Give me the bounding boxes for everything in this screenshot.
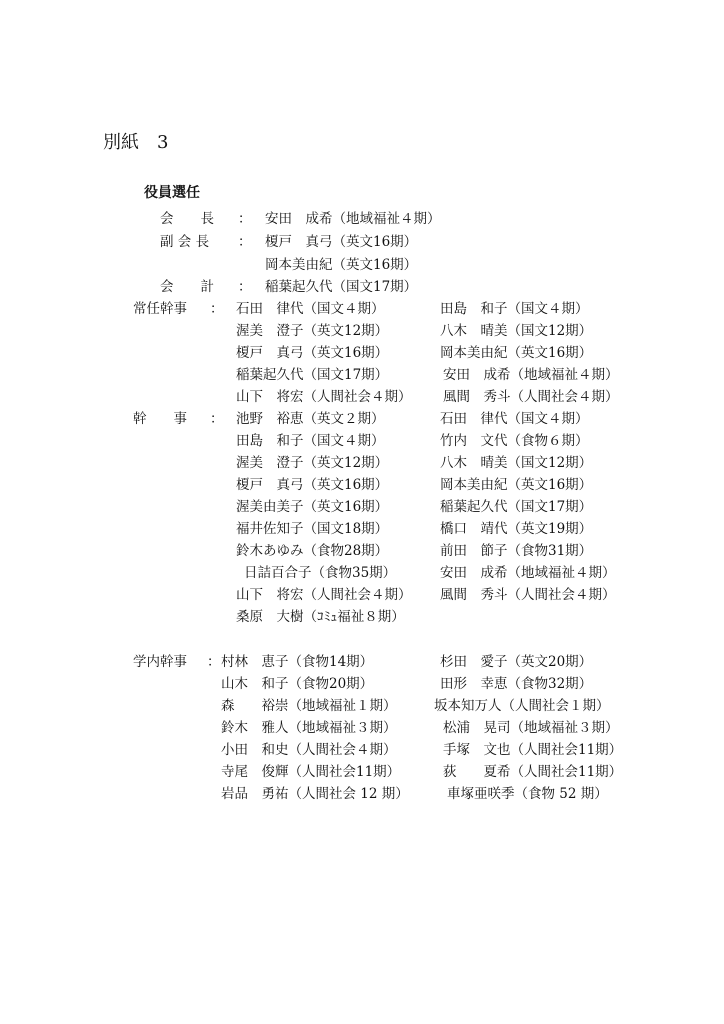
role-colon: ： (210, 301, 224, 317)
role-colon: ： (238, 279, 252, 295)
member-name: 杉田 愛子（英文20期） (440, 654, 593, 670)
member-name: 松浦 晃司（地域福祉３期） (443, 720, 619, 736)
member-name: 安田 成希（地域福祉４期） (443, 367, 619, 383)
role-label: 幹 事 (133, 411, 187, 427)
attachment-label: 別紙 3 (103, 132, 169, 153)
member-name: 桑原 大樹（ｺﾐｭ福祉８期） (236, 609, 405, 625)
member-name: 池野 裕恵（英文２期） (236, 411, 385, 427)
member-name: 風間 秀斗（人間社会４期） (440, 587, 616, 603)
member-name: 岩品 勇祐（人間社会 12 期） (221, 786, 409, 802)
member-name: 小田 和史（人間社会４期） (221, 742, 397, 758)
member-name: 荻 夏希（人間社会11期） (443, 764, 623, 780)
member-name: 村林 恵子（食物14期） (221, 654, 374, 670)
member-name: 森 裕崇（地域福祉１期） (221, 698, 397, 714)
member-name: 坂本知万人（人間社会１期） (434, 698, 610, 714)
section-heading: 役員選任 (144, 185, 200, 201)
member-name: 車塚亜咲季（食物 52 期） (447, 786, 608, 802)
member-name: 福井佐知子（国文18期） (236, 521, 389, 537)
officer-name: 岡本美由紀（英文16期） (265, 257, 418, 273)
member-name: 岡本美由紀（英文16期） (440, 345, 593, 361)
member-name: 寺尾 俊輝（人間社会11期） (221, 764, 401, 780)
member-name: 竹内 文代（食物６期） (440, 433, 589, 449)
member-name: 山木 和子（食物20期） (221, 676, 374, 692)
role-label: 常任幹事 (133, 301, 187, 317)
officer-name: 稲葉起久代（国文17期） (265, 279, 418, 295)
member-name: 稲葉起久代（国文17期） (440, 499, 593, 515)
member-name: 八木 晴美（国文12期） (440, 455, 593, 471)
member-name: 鈴木あゆみ（食物28期） (236, 543, 389, 559)
member-name: 山下 将宏（人間社会４期） (236, 389, 412, 405)
member-name: 日詰百合子（食物35期） (244, 565, 397, 581)
member-name: 八木 晴美（国文12期） (440, 323, 593, 339)
member-name: 橋口 靖代（英文19期） (440, 521, 593, 537)
officer-name: 榎戸 真弓（英文16期） (265, 234, 418, 250)
member-name: 渥美由美子（英文16期） (236, 499, 389, 515)
member-name: 田島 和子（国文４期） (440, 301, 589, 317)
role-label: 会 計 (160, 279, 214, 295)
role-label: 副 会 長 (160, 234, 210, 250)
member-name: 岡本美由紀（英文16期） (440, 477, 593, 493)
member-name: 田島 和子（国文４期） (236, 433, 385, 449)
role-colon: ： (207, 654, 221, 670)
role-colon: ： (210, 411, 224, 427)
member-name: 前田 節子（食物31期） (440, 543, 593, 559)
member-name: 石田 律代（国文４期） (236, 301, 385, 317)
member-name: 手塚 文也（人間社会11期） (443, 742, 623, 758)
member-name: 渥美 澄子（英文12期） (236, 455, 389, 471)
role-label: 学内幹事 (133, 654, 187, 670)
member-name: 田形 幸恵（食物32期） (440, 676, 593, 692)
member-name: 鈴木 雅人（地域福祉３期） (221, 720, 397, 736)
role-colon: ： (238, 211, 252, 227)
member-name: 石田 律代（国文４期） (440, 411, 589, 427)
member-name: 榎戸 真弓（英文16期） (236, 477, 389, 493)
member-name: 榎戸 真弓（英文16期） (236, 345, 389, 361)
member-name: 山下 将宏（人間社会４期） (236, 587, 412, 603)
member-name: 稲葉起久代（国文17期） (236, 367, 389, 383)
member-name: 風間 秀斗（人間社会４期） (443, 389, 619, 405)
member-name: 安田 成希（地域福祉４期） (440, 565, 616, 581)
member-name: 渥美 澄子（英文12期） (236, 323, 389, 339)
role-label: 会 長 (160, 211, 214, 227)
officer-name: 安田 成希（地域福祉４期） (265, 211, 441, 227)
role-colon: ： (238, 234, 252, 250)
